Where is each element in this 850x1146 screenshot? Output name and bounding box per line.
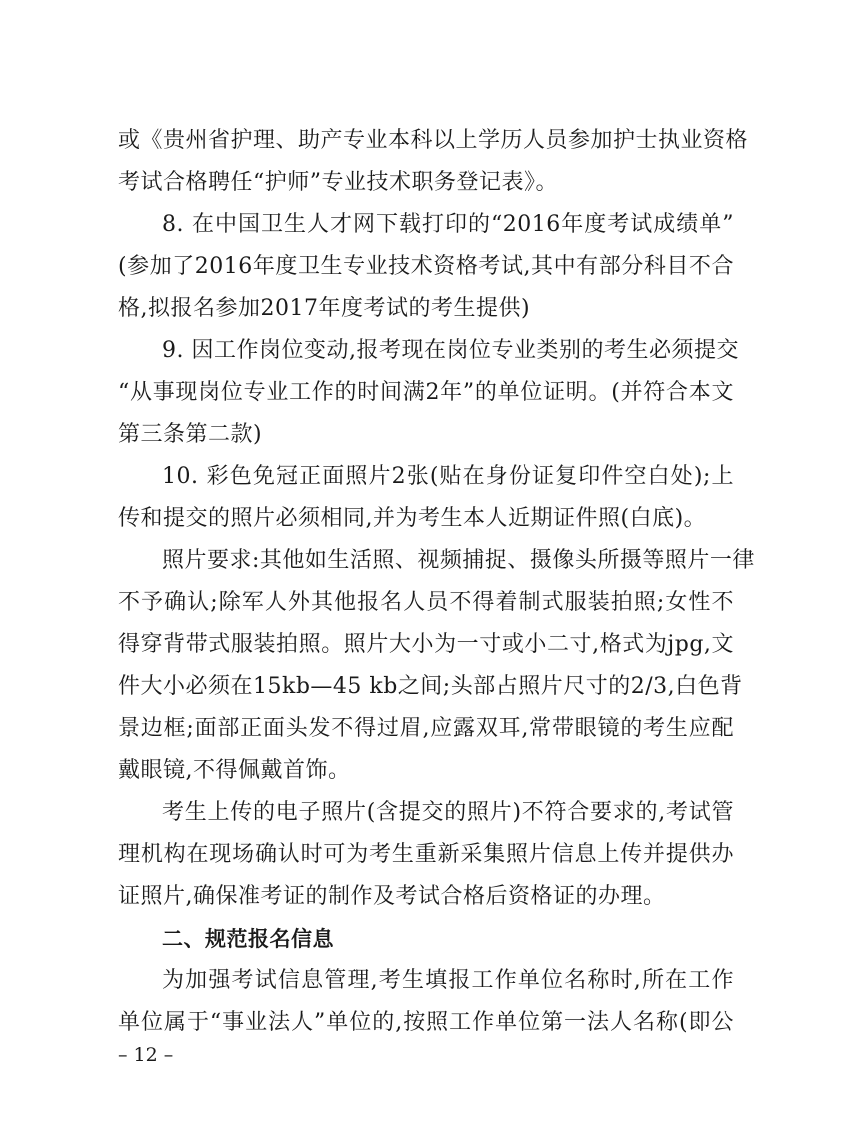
text-line: 传和提交的照片必须相同,并为考生本人近期证件照(白底)。 xyxy=(118,506,707,531)
text-line: 考生上传的电子照片(含提交的照片)不符合要求的,考试管 xyxy=(162,800,734,825)
text-line: 8. 在中国卫生人才网下载打印的“2016年度考试成绩单” xyxy=(162,212,734,237)
text-line: 格,拟报名参加2017年度考试的考生提供) xyxy=(118,296,531,321)
document-body xyxy=(118,120,755,1044)
text-line: 单位属于“事业法人”单位的,按照工作单位第一法人名称(即公 xyxy=(118,1010,734,1035)
text-line: “从事现岗位专业工作的时间满2年”的单位证明。(并符合本文 xyxy=(118,380,734,405)
page-number: – 12 – xyxy=(118,1044,174,1066)
text-line: 10. 彩色免冠正面照片2张(贴在身份证复印件空白处);上 xyxy=(162,464,734,489)
text-line: 9. 因工作岗位变动,报考现在岗位专业类别的考生必须提交 xyxy=(162,338,739,363)
text-line: 件大小必须在15kb—45 kb之间;头部占照片尺寸的2/3,白色背 xyxy=(118,674,743,699)
text-line: 不予确认;除军人外其他报名人员不得着制式服装拍照;女性不 xyxy=(118,590,734,615)
text-line: (参加了2016年度卫生专业技术资格考试,其中有部分科目不合 xyxy=(118,254,734,279)
text-line: 第三条第二款) xyxy=(118,422,263,447)
text-line: 考试合格聘任“护师”专业技术职务登记表》。 xyxy=(118,170,558,195)
text-line: 景边框;面部正面头发不得过眉,应露双耳,常带眼镜的考生应配 xyxy=(118,716,734,741)
text-line: 照片要求:其他如生活照、视频捕捉、摄像头所摄等照片一律 xyxy=(162,548,755,573)
text-line: 理机构在现场确认时可为考生重新采集照片信息上传并提供办 xyxy=(118,842,734,867)
text-line: 证照片,确保准考证的制作及考试合格后资格证的办理。 xyxy=(118,884,666,909)
text-line: 戴眼镜,不得佩戴首饰。 xyxy=(118,758,351,783)
text-line: 或《贵州省护理、助产专业本科以上学历人员参加护士执业资格 xyxy=(118,128,749,153)
text-line: 为加强考试信息管理,考生填报工作单位名称时,所在工作 xyxy=(162,968,734,993)
text-line: 得穿背带式服装拍照。照片大小为一寸或小二寸,格式为jpg,文 xyxy=(118,632,734,657)
section-heading: 二、规范报名信息 xyxy=(162,927,334,951)
